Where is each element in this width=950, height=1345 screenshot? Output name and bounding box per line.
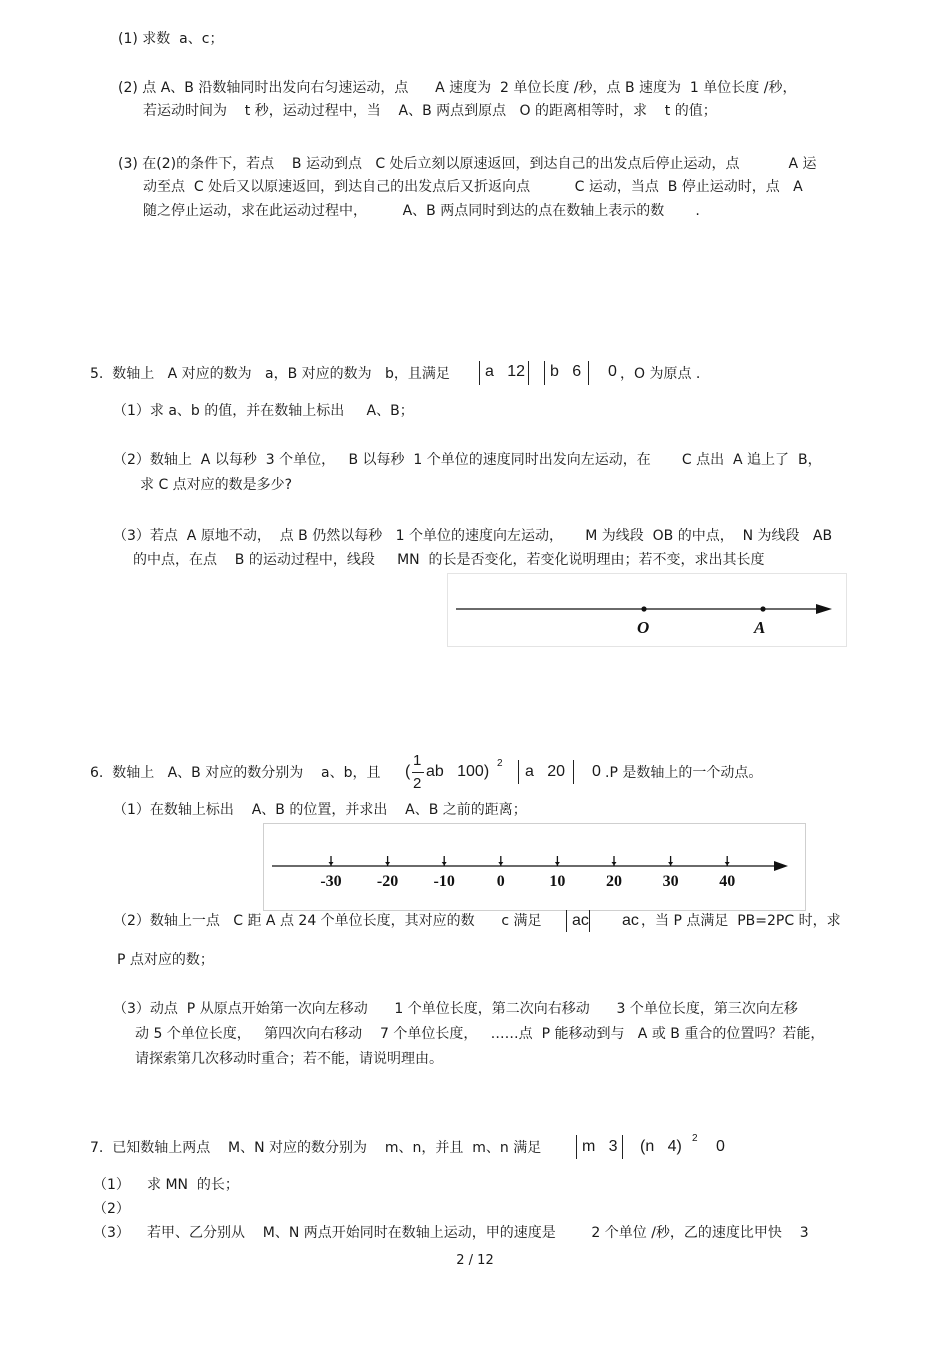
axis-arrow-icon	[774, 861, 788, 871]
tick-label: 20	[606, 873, 622, 890]
p6-part2-abs-bar	[566, 910, 567, 932]
p5-eq-a-term: a 12	[485, 363, 526, 380]
tick-label: -10	[433, 873, 455, 890]
point-a-label: A	[754, 618, 766, 637]
p7-rhs: 0	[716, 1138, 725, 1155]
tick-arrow-icon	[385, 862, 390, 866]
tick-arrow-icon	[668, 862, 673, 866]
p5-number-line-figure	[447, 573, 847, 647]
p5-stem: 5. 数轴上 A 对应的数为 a，B 对应的数为 b，且满足	[90, 366, 450, 382]
p6-abs-bar	[518, 760, 519, 784]
p5-part3-line2: 的中点，在点 B 的运动过程中，线段 MN 的长是否变化，若变化说明理由；若不变，求出其长度	[133, 552, 765, 568]
p6-open-paren: (	[405, 763, 411, 780]
p4-part3-line1: (3) 在(2)的条件下，若点 B 运动到点 C 处后立刻以原速返回，到达自己的出发点后停止运动，点 A 运	[118, 156, 817, 172]
tick-label: 0	[496, 873, 505, 890]
p7-exp: 2	[692, 1133, 698, 1144]
p4-part2-line1: (2) 点 A、B 沿数轴同时出发向右匀速运动，点 A 速度为 2 单位长度 /秒，点 B 速度为 1 单位长度 /秒，	[118, 80, 797, 96]
p4-part2-line2: 若运动时间为 t 秒，运动过程中，当 A、B 两点到原点 O 的距离相等时，求 t 的值；	[143, 103, 717, 119]
p7-item2-label: （2）	[93, 1201, 130, 1217]
tick-arrow-icon	[725, 862, 730, 866]
tick-label: 40	[719, 873, 736, 890]
p6-abs-bar	[573, 760, 574, 784]
p6-number-line	[264, 824, 805, 910]
point-a-dot	[760, 606, 765, 611]
p6-part2-abs-bar	[589, 910, 590, 932]
page-number: 2 / 12	[456, 1253, 494, 1268]
point-o-dot	[641, 606, 646, 611]
p6-part3-line3: 请探索第几次移动时重合；若不能，请说明理由。	[135, 1051, 443, 1067]
p4-part1: (1) 求数 a、c；	[118, 31, 224, 47]
p5-abs-bar	[528, 361, 529, 385]
p6-part2-mid: ac	[622, 912, 639, 929]
p5-abs-bar	[479, 361, 480, 385]
p6-frac-bar	[412, 772, 424, 773]
tick-label: 10	[549, 873, 566, 890]
tick-arrow-icon	[442, 862, 447, 866]
p7-item1-label: （1）	[93, 1177, 130, 1193]
p6-abs-term: a 20	[525, 763, 566, 780]
p5-number-line	[448, 574, 846, 646]
p6-stem: 6. 数轴上 A、B 对应的数分别为 a、b，且	[90, 765, 381, 781]
p6-frac-num: 1	[413, 752, 422, 769]
p5-abs-bar	[588, 361, 589, 385]
p6-part2-abs: ac	[572, 912, 589, 929]
p7-item3-text: 若甲、乙分别从 M、N 两点开始同时在数轴上运动，甲的速度是 2 个单位 /秒，乙的速度比甲快 3	[147, 1225, 809, 1241]
p7-stem: 7. 已知数轴上两点 M、N 对应的数分别为 m、n，并且 m、n 满足	[90, 1140, 542, 1156]
p6-frac-den: 2	[413, 775, 422, 792]
p6-part2-suffix: ，当 P 点满足 PB=2PC 时，求	[641, 913, 841, 929]
p7-item3-label: （3）	[93, 1225, 130, 1241]
p6-exp: 2	[497, 758, 503, 769]
p5-part3-line1: （3）若点 A 原地不动， 点 B 仍然以每秒 1 个单位的速度向左运动， M 为线段 OB 的中点， N 为线段 AB	[113, 528, 833, 544]
p7-paren: (n 4)	[640, 1138, 682, 1155]
tick-arrow-icon	[555, 862, 560, 866]
p4-part3-line2: 动至点 C 处后又以原速返回，到达自己的出发点后又折返向点 C 运动，当点 B 停止运动时，点 A	[143, 179, 803, 195]
p4-part3-line3: 随之停止运动，求在此运动过程中， A、B 两点同时到达的点在数轴上表示的数 .	[143, 203, 700, 219]
p5-abs-bar	[544, 361, 545, 385]
p6-part3-line2: 动 5 个单位长度， 第四次向右移动 7 个单位长度， ……点 P 能移动到与 A 或 B 重合的位置吗？若能，	[135, 1026, 825, 1042]
p7-abs-bar	[622, 1135, 623, 1159]
tick-label: -30	[320, 873, 342, 890]
p5-part2-line2: 求 C 点对应的数是多少?	[140, 477, 293, 493]
tick-arrow-icon	[612, 862, 617, 866]
tick-arrow-icon	[329, 862, 334, 866]
p6-part3-line1: （3）动点 P 从原点开始第一次向左移动 1 个单位长度，第二次向右移动 3 个单位长度，第三次向左移	[113, 1001, 798, 1017]
p6-number-line-figure	[263, 823, 806, 911]
p6-rhs: 0	[592, 763, 601, 780]
p5-part1: （1）求 a、b 的值，并在数轴上标出 A、B；	[113, 403, 414, 419]
p6-paren-body: ab 100)	[426, 763, 490, 780]
tick-label: -20	[376, 873, 399, 890]
p7-abs-term: m 3	[582, 1138, 618, 1155]
p5-part2-line1: （2）数轴上 A 以每秒 3 个单位， B 以每秒 1 个单位的速度同时出发向左运动，在 C 点出 A 追上了 B，	[113, 452, 822, 468]
p6-tail: .P 是数轴上的一个动点。	[605, 765, 763, 781]
p6-part1: （1）在数轴上标出 A、B 的位置，并求出 A、B 之前的距离；	[113, 802, 527, 818]
p7-item1-text: 求 MN 的长；	[147, 1177, 239, 1193]
point-o-label: O	[637, 618, 650, 637]
p5-eq-b-term: b 6	[550, 363, 582, 380]
tick-arrow-icon	[498, 862, 503, 866]
p5-eq-tail: ，O 为原点 .	[620, 366, 701, 382]
p7-abs-bar	[576, 1135, 577, 1159]
tick-label: 30	[662, 873, 679, 890]
p5-eq-rhs: 0	[608, 363, 617, 380]
p6-part2-line2: P 点对应的数；	[117, 952, 214, 968]
p6-part2-prefix: （2）数轴上一点 C 距 A 点 24 个单位长度，其对应的数 c 满足	[113, 913, 542, 929]
axis-arrow-icon	[816, 604, 832, 614]
